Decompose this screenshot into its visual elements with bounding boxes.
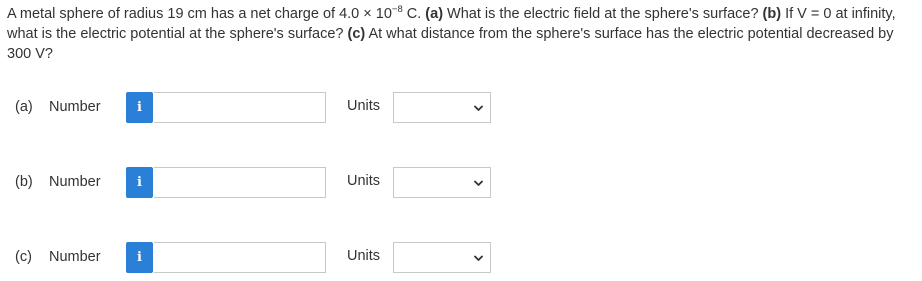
number-label: Number	[49, 249, 101, 265]
charge-exponent: −8	[391, 4, 403, 15]
question-part-a-label: (a)	[425, 6, 444, 22]
part-letter: (c)	[15, 249, 32, 265]
answer-row-b	[0, 166, 922, 200]
question-part-c-text: At what distance from the sphere's surface has the electric potential decreased by 300 V?	[7, 26, 894, 62]
part-label-a	[15, 99, 101, 115]
chevron-down-icon	[474, 180, 483, 187]
part-letter: (a)	[15, 99, 33, 115]
answer-row-a	[0, 91, 922, 125]
question-text	[7, 4, 919, 64]
chevron-down-icon	[474, 105, 483, 112]
part-label-c	[15, 249, 101, 265]
number-input-c[interactable]	[154, 242, 326, 273]
question-part-b-text: If V = 0 at infinity, what is the electric potential at the sphere's surface?	[7, 6, 896, 42]
part-label-b	[15, 174, 101, 190]
units-label: Units	[347, 248, 381, 264]
info-icon[interactable]: i	[126, 242, 153, 273]
number-input-a[interactable]	[154, 92, 326, 123]
number-label: Number	[49, 174, 101, 190]
question-part-a-text: What is the electric field at the sphere's surface?	[443, 6, 763, 22]
answer-row-c	[0, 241, 922, 275]
chevron-down-icon	[474, 255, 483, 262]
number-input-b[interactable]	[154, 167, 326, 198]
question-unit: C.	[402, 6, 426, 22]
question-part-b-label: (b)	[762, 6, 782, 22]
units-select-a[interactable]	[393, 92, 491, 123]
number-label: Number	[49, 99, 101, 115]
question-part-c-label: (c)	[347, 26, 366, 42]
info-icon[interactable]: i	[126, 92, 153, 123]
units-label: Units	[347, 98, 381, 114]
info-icon[interactable]: i	[126, 167, 153, 198]
units-label: Units	[347, 173, 381, 189]
units-select-b[interactable]	[393, 167, 491, 198]
units-select-c[interactable]	[393, 242, 491, 273]
part-letter: (b)	[15, 174, 33, 190]
question-intro: A metal sphere of radius 19 cm has a net charge of 4.0 × 10	[7, 6, 392, 22]
